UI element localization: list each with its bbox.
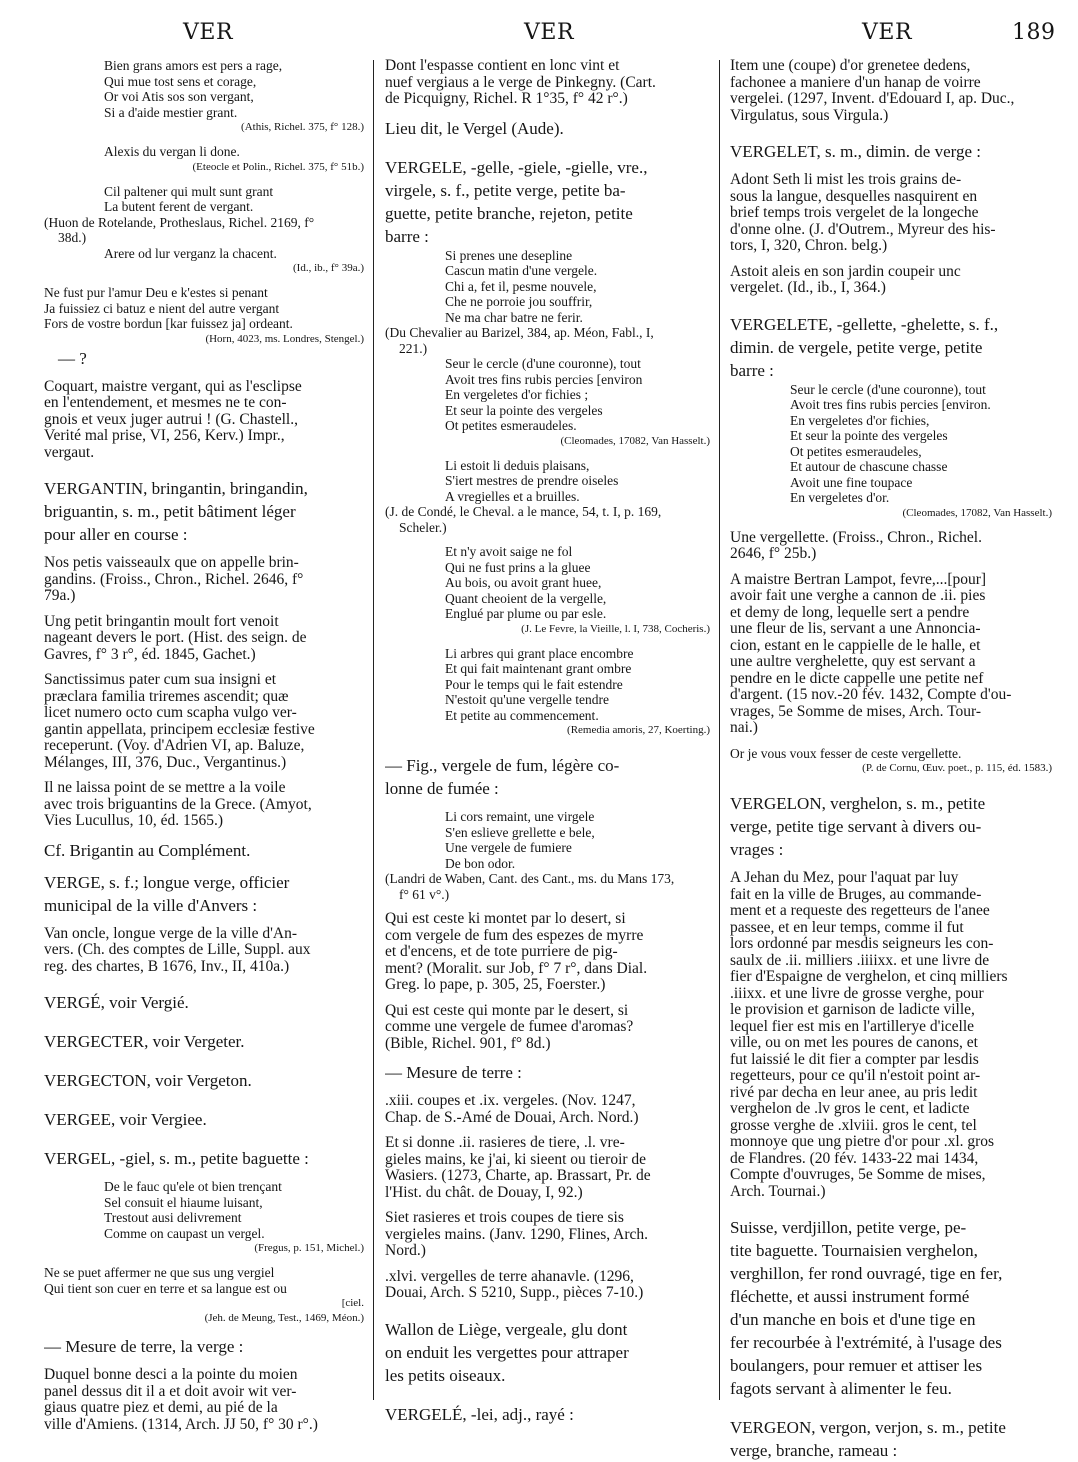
text-line: VERGELON, verghelon, s. m., petite [730,794,986,813]
text-line: Sel consuit el hiaume luisant, [104,1194,263,1210]
running-head-left: VER [183,20,234,45]
spacer [385,637,710,646]
spacer [385,140,710,156]
text-line: en l'entendement, et mesmes ne te con- [44,395,287,411]
text-line: monnoye que ung pietre d'or pour .xl. gros [730,1134,995,1150]
spacer [44,1170,364,1179]
text-line: VERGECTER, voir Vergeter. [44,1032,245,1051]
text-line: Coquart, maistre vergant, qui as l'esclipse [44,378,302,395]
text-line: nai.) [730,720,758,736]
text-line: boulangers, pour remuer et attiser les [730,1356,983,1375]
text-line: comme une vergele de fumee d'aromas? [385,1019,634,1035]
text-line: — ? [58,348,87,368]
text-line: VERGELETE, -gellette, -ghelette, s. f., [730,314,999,334]
text-line: Lieu dit, le Vergel (Aude). [385,118,564,138]
text-line: Pour le temps qui le fait estendre [445,676,623,692]
text-line: et d'encens, et de tote purriere de pig- [385,944,618,960]
text-line: En vergeletes d'or fichies, [790,412,930,428]
text-line: municipal de la ville d'Anvers : [44,895,258,915]
text-line: Chi a, fet il, pesme nouvele, [445,278,597,294]
text-line: (Cleomades, 17082, Van Hasselt.) [560,434,710,447]
text-line: Ung petit bringantin moult fort venoit [44,613,279,630]
text-line: [ciel. [341,1297,364,1309]
text-line: lonne de fumée : [385,779,499,798]
column-rule-left [373,60,374,1400]
spacer [730,563,1052,572]
text-line: Ja fuissiez ci batuz e nient del autre vergant [44,300,280,316]
text-line: (Remedia amoris, 27, Koerting.) [567,724,710,736]
text-line: Or je vous voux fesser de ceste vergellette. [730,745,962,761]
text-line: Et autour de chascune chasse [790,459,948,474]
text-line: Cil paltener qui mult sunt grant [104,183,274,199]
text-line: Cf. Brigantin au Complément. [44,840,251,860]
text-line: briguantin, s. m., petit bâtiment léger [44,502,296,521]
text-line: Astoit aleis en son jardin coupeir unc [730,263,961,280]
text-line: panel dessus dit il a et doit avoir wit ver- [44,1383,297,1400]
text-line: Arch. Tournai.) [730,1183,826,1200]
text-line: l'Hist. du chât. de Douay, I, 92.) [385,1184,583,1201]
spacer [44,461,364,477]
text-line: Ne fust pur l'amur Deu e k'estes si penant [44,285,268,300]
text-line: tite baguette. Tournaisien verghelon, [730,1241,978,1260]
text-line: Et n'y avoit saige ne fol [445,544,573,559]
text-line: Che ne porroie jou souffrir, [445,294,593,309]
text-line: Adont Seth li mist les trois grains de- [730,172,962,188]
text-line: Wallon de Liège, vergeale, glu dont [385,1319,628,1339]
text-line: Gavres, f° 3 r°, éd. 1845, Gachet.) [44,646,256,663]
text-line: rivé par decha en leur anee, au pris ledit [730,1084,978,1101]
text-line: præclara familia triremes ascendit; quæ [44,688,289,705]
text-line: (Horn, 4023, ms. Londres, Stengel.) [205,332,364,345]
text-line: (Jeh. de Meung, Test., 1469, Méon.) [204,1312,364,1324]
text-line: Qui ne fust prins a la gluee [445,559,591,575]
text-line: le provision et garnison de ladicte ville, [730,1002,975,1018]
text-line: Ot petites esmeraudeles, [790,443,922,459]
spacer [385,1201,710,1210]
text-line: (Athis, Richel. 375, f° 128.) [241,121,364,133]
text-line: Et qui fait maintenant grant ombre [445,661,632,676]
text-line: Comme on caupast un vergel. [104,1225,265,1241]
text-line: vergelei. (1297, Invent. d'Edouard I, ap. Duc., [730,91,1015,107]
text-line: verghillon, fer rond ouvragé, tige en fer, [730,1264,1003,1283]
spacer [44,1131,364,1147]
text-line: En vergeletes d'or. [790,490,890,505]
text-line: lors ordonné par mesdis seigneurs les con- [730,936,994,952]
text-line: ville d'Amiens. (1314, Arch. JJ 50, f° 30 r°.) [44,1416,318,1433]
text-line: (Du Chevalier au Barizel, 384, ap. Méon, Fabl., I, [385,325,654,340]
spacer [44,830,364,839]
text-line: gieles mains, ke j'ai, ki sieent ou tieroir de [385,1151,647,1168]
text-line: Dont l'espasse contient en lonc vint et [385,58,620,74]
text-line: ment et a requeste des regetteurs de l'anee [730,903,990,919]
spacer [44,1256,364,1265]
text-line: (Cleomades, 17082, Van Hasselt.) [902,506,1052,519]
text-line: Englué par plume ou par esle. [445,606,607,621]
spacer [44,175,364,184]
running-head-center: VER [524,20,575,45]
text-line: 79a.) [44,588,76,604]
text-line: receperunt. (Voy. d'Adrien VI, ap. Baluze, [44,738,305,754]
text-line: et demy de long, lequelle sert a pendre [730,604,970,621]
spacer [44,663,364,672]
text-line: VERGEL, -giel, s. m., petite baguette : [44,1149,309,1168]
spacer [44,135,364,144]
spacer [44,1092,364,1108]
spacer [385,994,710,1003]
text-line: Or voi Atis sos son vergant, [104,89,254,104]
text-line: De bon odor. [445,855,516,871]
text-line: VERGEON, vergon, verjon, s. m., petite [730,1418,1006,1437]
text-line: d'argent. (15 nov.-20 fév. 1432, Compte d'ou- [730,687,1012,703]
text-line: Nos petis vaisseaulx que on appelle brin- [44,555,299,571]
text-line: — Fig., vergele de fum, légère co- [385,756,620,775]
column-1 [44,58,364,1433]
spacer [730,1400,1052,1416]
spacer [44,975,364,991]
text-line: sous la langue, desquelles nasquirent en [730,188,978,205]
spacer [730,737,1052,746]
text-line: S'en eslieve grellette e bele, [445,824,595,840]
spacer [44,1014,364,1030]
text-line: verge, petite tige servant à divers ou- [730,817,982,836]
text-line: Et petite au commencement. [445,707,599,723]
spacer [44,1358,364,1367]
text-line: En vergeletes d'or fichies ; [445,387,589,402]
spacer [385,108,710,117]
text-line: giaus quatre piez et demi, au pié de la [44,1400,278,1416]
spacer [44,546,364,555]
text-line: Quant cheoient de la vergelle, [445,590,607,606]
text-line: N'estoit qu'une vergelle tendre [445,692,609,707]
text-line: f° 61 v°.) [399,886,450,902]
text-line: pendre en le dicte cappelle une petite nef [730,670,984,687]
text-line: Van oncle, longue verge de la ville d'An- [44,925,298,942]
text-line: Compte d'ouvruges, 5e Somme de mises, [730,1167,986,1183]
text-line: verghelon de .lv gros le cent, et ladicte [730,1101,970,1117]
text-line: Item une (coupe) d'or grenetee dedens, [730,58,971,74]
text-line: .xlvi. vergelles de terre ahanavle. (1296, [385,1268,634,1285]
text-line: Une vergele de fumiere [445,840,572,855]
spacer [385,1052,710,1061]
text-line: vergaut. [44,444,95,461]
text-line: fléchette, et aussi instrument formé [730,1287,970,1306]
spacer [44,1053,364,1069]
column-3 [730,58,1052,1462]
text-line: Mélanges, III, 376, Duc., Vergantinus.) [44,754,287,771]
text-line: Li cors remaint, une virgele [445,809,595,824]
text-line: Fors de vostre bordun [kar fuissez ja] ordeant. [44,316,293,331]
text-line: Li arbres qui grant place encombre [445,645,634,661]
text-line: Greg. lo pape, p. 305, 25, Foerster.) [385,977,606,993]
text-line: Douai, Arch. S 5210, Supp., pièces 7-10.) [385,1285,644,1301]
text-line: Verité mal prise, VI, 256, Kerv.) Impr., [44,428,285,444]
spacer [385,1126,710,1135]
spacer [730,861,1052,870]
text-line: VERGELÉ, -lei, adj., rayé : [385,1404,574,1424]
spacer [385,800,710,809]
text-line: Avoit tres fins rubis percies [environ [445,371,643,387]
text-line: cion, estant en le cappielle de le halle, et [730,637,981,654]
text-line: vrages : [730,840,784,859]
text-line: (Fregus, p. 151, Michel.) [254,1242,364,1254]
text-line: Li estoit li deduis plaisans, [445,457,590,473]
text-line: Et si donne .ii. rasieres de tiere, .l. vre- [385,1135,625,1151]
text-line: — Mesure de terre : [385,1063,522,1082]
text-line: vrages, 5e Somme de mises, Arch. Tour- [730,703,982,720]
text-line: com vergele de fum des espezes de myrre [385,927,644,944]
text-line: De le fauc qu'ele ot bien trençant [104,1179,282,1194]
text-line: VERGECTON, voir Vergeton. [44,1071,252,1090]
spacer [385,1302,710,1318]
text-line: Sanctissimus pater cum sua insigni et [44,672,277,688]
text-line: de Picquigny, Richel. R 1°35, f° 42 r°.) [385,91,628,107]
text-line: Et seur la pointe des vergeles [445,402,603,418]
spacer [385,535,710,544]
text-line: brief temps trois vergelet de la longeche [730,205,979,221]
text-line: d'onne olne. (J. d'Outrem., Myreur des his- [730,221,996,238]
text-line: gandins. (Froiss., Chron., Richel. 2646, f° [44,571,304,588]
text-line: Duquel bonne desci a la pointe du moien [44,1367,298,1383]
text-line: grosse verghe de .xlviii. gros le cent, tel [730,1117,977,1134]
text-line: saulx de .ii. milliers .iiiixx. et une livre de [730,952,990,969]
text-line: Scheler.) [399,519,447,535]
text-line: Si prenes une desepline [445,247,573,263]
text-line: Virgulatus, sous Virgula.) [730,107,889,124]
text-line: (Huon de Rotelande, Protheslaus, Richel. 2169, f° [44,214,315,230]
text-line: Au bois, ou avoit grant huee, [445,575,602,590]
text-line: A maistre Bertran Lampot, fevre,...[pour] [730,571,987,588]
text-line: (Bible, Richel. 901, f° 8d.) [385,1035,551,1052]
text-line: Nord.) [385,1243,426,1259]
text-line: licet numero octo cum scapha vulgo ver- [44,705,297,721]
text-line: 38d.) [58,230,87,245]
text-line: Siet rasieres et trois coupes de tiere sis [385,1210,624,1226]
spacer [730,297,1052,313]
text-line: passee, et en leur temps, comme il fut [730,919,964,936]
text-line: pour aller en course : [44,525,188,544]
text-line: Chap. de S.-Amé de Douai, Arch. Nord.) [385,1109,639,1126]
column-2 [385,58,710,1426]
text-line: VERGE, s. f.; longue verge, officier [44,872,290,892]
text-line: VERGANTIN, bringantin, bringandin, [44,479,308,498]
text-line: fagots servant à alimenter le feu. [730,1379,952,1398]
text-line: (Id., ib., f° 39a.) [293,262,364,274]
text-line: Et seur la pointe des vergeles [790,428,948,443]
text-line: Suisse, verdjillon, petite verge, pe- [730,1218,967,1237]
text-line: Ne se puet affermer ne que sus ung vergiel [44,1265,275,1280]
text-line: une aultre verghelette, quy est servant a [730,654,976,670]
text-line: fier d'Espaigne de verghelon, et cinq milliers [730,969,1008,985]
text-line: Une vergellette. (Froiss., Chron., Richel. [730,529,982,546]
text-line: vers. (Ch. des comptes de Lille, Suppl. aux [44,942,311,958]
text-line: vergieles mains. (Janv. 1290, Flines, Arch. [385,1226,649,1243]
text-line: regetteurs, pour ce qu'il n'estoit point ar- [730,1068,981,1084]
text-line: d'un manche en bois et d'une tige en [730,1310,976,1329]
text-line: Avoit une fine toupace [790,474,913,490]
text-line: VERGEE, voir Vergiee. [44,1110,207,1129]
text-line: VERGELE, -gelle, -giele, -gielle, vre., [385,157,648,177]
text-line: nuef vergiaus a le verge de Pinkegny. (Cart. [385,74,656,91]
text-line: A vregielles et a bruilles. [445,488,580,504]
text-line: (Landri de Waben, Cant. des Cant., ms. du Mans 173, [385,871,675,886]
spacer [44,862,364,871]
spacer [44,370,364,379]
text-line: fait en la ville de Bruges, au commande- [730,886,982,903]
text-line: virgele, s. f., petite verge, petite ba- [385,180,626,200]
text-line: (J. de Condé, le Cheval. a le mance, 54, t. I, p. 169, [385,504,662,519]
text-line: vergelet. (Id., ib., I, 364.) [730,280,886,296]
spacer [44,1326,364,1335]
text-line: nageant devers le port. (Hist. des seign. de [44,630,307,646]
text-line: La butent ferent de vergant. [104,199,254,214]
spacer [730,1200,1052,1216]
spacer [385,449,710,458]
text-line: Seur le cercle (d'une couronne), tout [790,381,986,397]
text-line: Ne ma char batre ne ferir. [445,309,583,325]
text-line: .iiixx. et une livre de grosse verghe, pour [730,985,984,1002]
text-line: tors, I, 320, Chron. belg.) [730,238,888,254]
text-line: ville, ou on met les poures de canons, et [730,1035,978,1051]
text-line: Avoit tres fins rubis percies [environ. [790,397,991,412]
text-line: Vies Lucullus, 10, éd. 1565.) [44,813,224,829]
text-line: on enduit les vergettes pour attraper [385,1342,629,1362]
text-line: .xiii. coupes et .ix. vergeles. (Nov. 1247, [385,1093,636,1109]
spacer [730,776,1052,792]
spacer [730,521,1052,530]
spacer [44,917,364,926]
text-line: Alexis du vergan li done. [104,144,240,159]
text-line: de Flandres. (20 fév. 1433-22 mai 1434, [730,1150,979,1167]
text-line: fer recourbée à l'extrémité, à l'usage des [730,1333,1002,1352]
text-line: fut laissié le dit fier a compter par lesdis [730,1051,979,1068]
text-line: VERGÉ, voir Vergié. [44,993,189,1012]
text-line: Qui mue tost sens et corage, [104,73,257,89]
spacer [44,605,364,614]
text-line: gnois et veux juger autrui ! (G. Chastell., [44,411,298,428]
spacer [385,1084,710,1093]
page-number: 189 [1012,20,1056,45]
spacer [385,738,710,754]
text-line: Qui est ceste qui monte par le desert, si [385,1002,629,1019]
text-line: Trestout ausi delivrement [104,1210,242,1225]
text-line: (J. Le Fevre, la Vieille, l. I, 738, Cocheris.) [521,622,710,635]
text-line: Bien grans amors est pers a rage, [104,58,283,73]
spacer [385,1387,710,1403]
spacer [730,124,1052,140]
text-line: Qui tient son cuer en terre et sa langue est ou [44,1280,287,1296]
text-line: avoir fait une verghe a cannon de .ii. pies [730,588,986,604]
text-line: — Mesure de terre, la verge : [44,1337,244,1356]
text-line: A Jehan du Mez, pour l'aquat par luy [730,870,959,886]
running-head-right: VER [862,20,913,45]
text-line: lequel fier est mis en l'artillerye d'icelle [730,1018,975,1035]
text-line: barre : [385,226,429,246]
text-line: reg. des chartes, B 1676, Inv., II, 410a.) [44,958,290,975]
text-line: Wasiers. (1273, Charte, ap. Brassart, Pr. de [385,1168,651,1184]
text-line: Qui est ceste ki montet par lo desert, si [385,911,626,927]
spacer [44,771,364,780]
text-line: Cascun matin d'une vergele. [445,263,598,278]
text-line: les petits oiseaux. [385,1365,506,1385]
spacer [385,902,710,911]
text-line: (Eteocle et Polin., Richel. 375, f° 51b.) [192,160,364,173]
text-line: 2646, f° 25b.) [730,546,817,562]
text-line: Ot petites esmeraudeles. [445,418,577,433]
text-line: ment? (Moralit. sur Job, f° 7 r°, dans Dial. [385,960,648,977]
spacer [730,163,1052,172]
spacer [385,1260,710,1269]
column-rule-right [719,60,720,1400]
text-line: Il ne laissa point de se mettre a la voile [44,780,286,796]
spacer [44,276,364,285]
text-line: avec trois briguantins de la Grece. (Amyot, [44,796,312,813]
text-line: Seur le cercle (d'une couronne), tout [445,356,641,371]
text-line: VERGELET, s. m., dimin. de verge : [730,142,982,161]
text-line: barre : [730,360,774,380]
text-line: Si a d'aide mestier grant. [104,104,238,120]
text-line: dimin. de vergele, petite verge, petite [730,337,983,357]
text-line: Arere od lur verganz la chacent. [104,245,277,261]
text-line: 221.) [399,340,428,356]
text-line: guette, petite branche, rejeton, petite [385,203,633,223]
text-line: gantin appellata, principem ecclesiæ festive [44,721,315,738]
text-line: une fleur de lis, servant a une Annoncia- [730,621,981,637]
text-line: verge, branche, rameau : [730,1441,898,1460]
text-line: S'iert mestres de prendre oiseles [445,473,619,488]
text-line: fachonee a maniere d'un hanap de voirre [730,74,981,91]
text-line: (P. de Cornu, Œuv. poet., p. 115, éd. 1583.) [862,762,1052,774]
spacer [730,255,1052,264]
